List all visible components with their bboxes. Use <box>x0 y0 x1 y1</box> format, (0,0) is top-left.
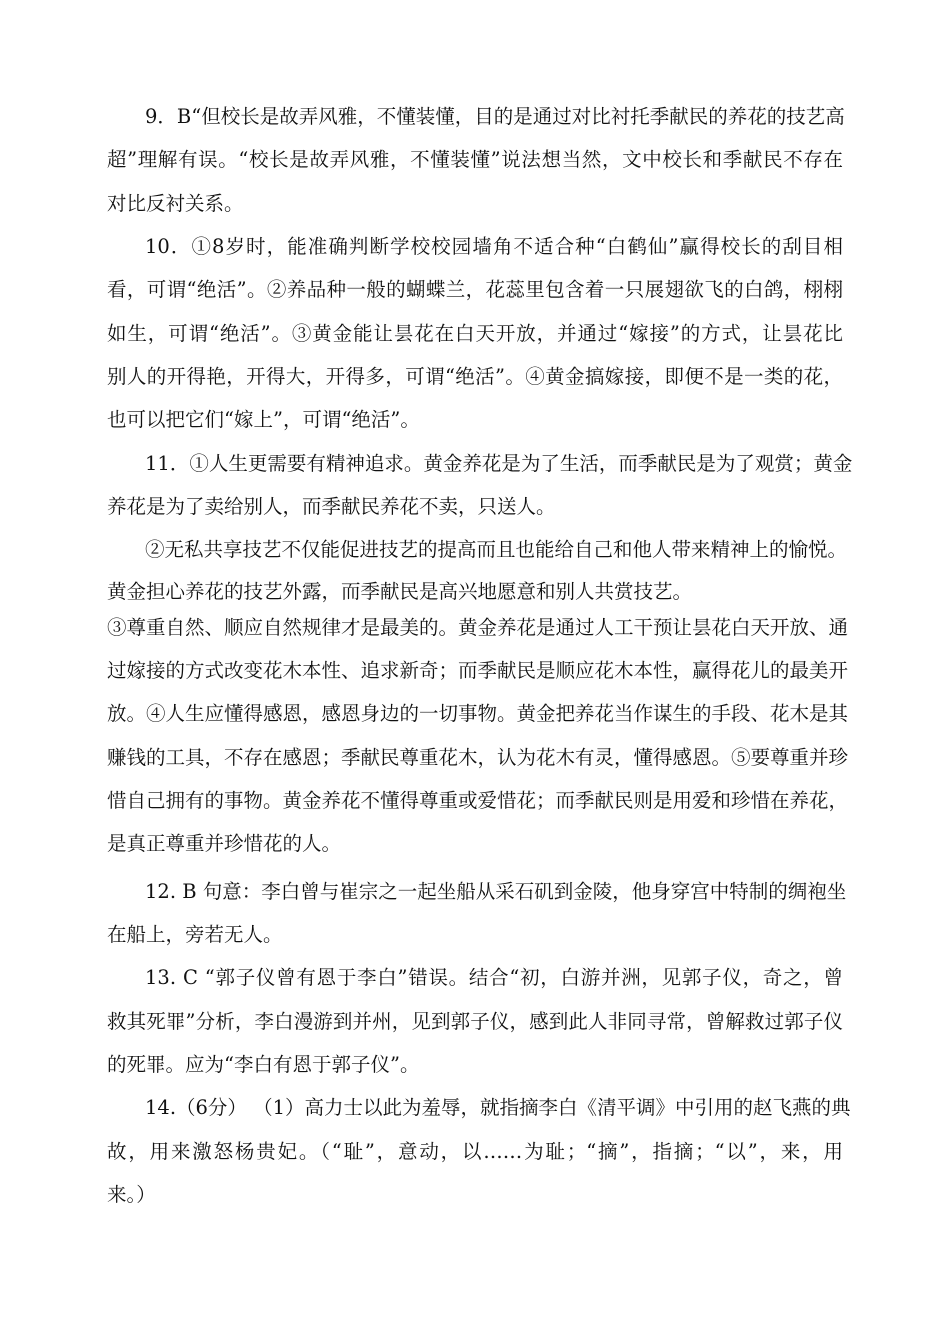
answer-10-line-4: 别人的开得艳，开得大，开得多，可谓“绝活”。④黄金搞嫁接，即便不是一类的花， <box>107 365 843 388</box>
answer-11-line-6: 过嫁接的方式改变花木本性、追求新奇；而季献民是顺应花木本性，赢得花儿的最美开 <box>107 659 849 682</box>
answer-9-line-1: 9．B“但校长是故弄风雅，不懂装懂，目的是通过对比衬托季献民的养花的技艺高 <box>145 105 845 128</box>
answer-13-line-2: 救其死罪”分析，李白漫游到并州，见到郭子仪，感到此人非同寻常，曾解救过郭子仪 <box>107 1010 843 1033</box>
answer-10-line-2: 看，可谓“绝活”。②养品种一般的蝴蝶兰，花蕊里包含着一只展翅欲飞的白鸽，栩栩 <box>107 278 843 301</box>
answer-11-line-2: 养花是为了卖给别人，而季献民养花不卖，只送人。 <box>107 495 556 518</box>
answer-11-line-5: ③尊重自然、顺应自然规律才是最美的。黄金养花是通过人工干预让昙花白天开放、通 <box>107 616 849 639</box>
answer-9-line-3: 对比反衬关系。 <box>107 192 244 215</box>
answer-11-line-1: 11．①人生更需要有精神追求。黄金养花是为了生活，而季献民是为了观赏；黄金 <box>145 452 853 475</box>
answer-12-line-2: 在船上，旁若无人。 <box>107 923 283 946</box>
answer-11-line-7: 放。④人生应懂得感恩，感恩身边的一切事物。黄金把养花当作谋生的手段、花木是其 <box>107 702 849 725</box>
answer-14-line-1: 14.（6分） （1）高力士以此为羞辱，就指摘李白《清平调》中引用的赵飞燕的典 <box>145 1096 851 1119</box>
answer-14-line-2: 故，用来激怒杨贵妃。（“耻”，意动，以……为耻；“摘”，指摘；“以”，来，用 <box>107 1140 843 1163</box>
answer-14-line-3: 来。） <box>107 1183 156 1206</box>
answer-10-line-3: 如生，可谓“绝活”。③黄金能让昙花在白天开放，并通过“嫁接”的方式，让昙花比 <box>107 322 843 345</box>
answer-13-line-1: 13. C “郭子仪曾有恩于李白”错误。结合“初，白游并洲，见郭子仪，奇之，曾 <box>145 966 843 989</box>
answer-11-line-3: ②无私共享技艺不仅能促进技艺的提高而且也能给自己和他人带来精神上的愉悦。 <box>145 538 848 561</box>
answer-11-line-4: 黄金担心养花的技艺外露，而季献民是高兴地愿意和别人共赏技艺。 <box>107 580 693 603</box>
answer-9-line-2: 超”理解有误。“校长是故弄风雅，不懂装懂”说法想当然，文中校长和季献民不存在 <box>107 148 843 171</box>
answer-10-line-1: 10．①8岁时，能准确判断学校校园墙角不适合种“白鹤仙”赢得校长的刮目相 <box>145 235 843 258</box>
answer-10-line-5: 也可以把它们“嫁上”，可谓“绝活”。 <box>107 408 420 431</box>
answer-13-line-3: 的死罪。应为“李白有恩于郭子仪”。 <box>107 1053 420 1076</box>
answer-11-line-8: 赚钱的工具，不存在感恩；季献民尊重花木，认为花木有灵，懂得感恩。⑤要尊重并珍 <box>107 746 849 769</box>
answer-11-line-10: 是真正尊重并珍惜花的人。 <box>107 832 342 855</box>
answer-11-line-9: 惜自己拥有的事物。黄金养花不懂得尊重或爱惜花；而季献民则是用爱和珍惜在养花， <box>107 789 849 812</box>
answer-12-line-1: 12. B 句意：李白曾与崔宗之一起坐船从采石矶到金陵，他身穿宫中特制的绸袍坐 <box>145 880 847 903</box>
